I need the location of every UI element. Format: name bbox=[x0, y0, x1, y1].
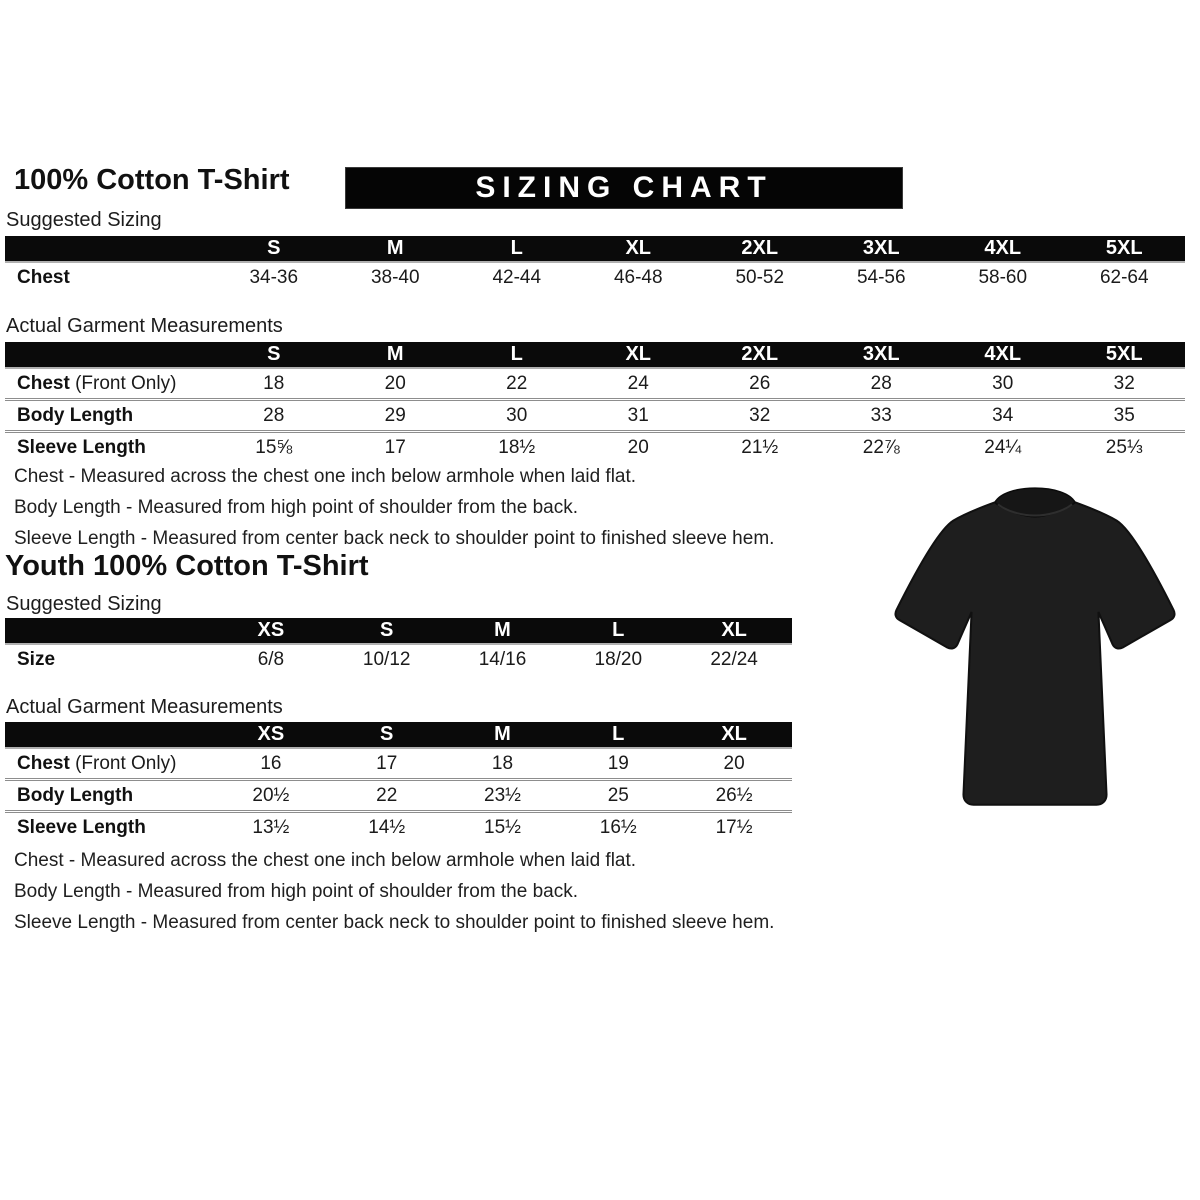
size-header-spacer bbox=[5, 236, 213, 262]
measurement-value: 20 bbox=[335, 368, 457, 400]
size-column-header: L bbox=[456, 342, 578, 368]
table-row bbox=[5, 812, 792, 843]
measurement-value: 34-36 bbox=[213, 262, 335, 292]
youth-measurement-notes bbox=[14, 850, 774, 943]
size-column-header: 5XL bbox=[1064, 342, 1186, 368]
page-title-youth: Youth 100% Cotton T-Shirt bbox=[5, 550, 369, 582]
size-column-header: XS bbox=[213, 618, 329, 644]
measurement-value: 33 bbox=[821, 400, 943, 432]
measurement-value: 54-56 bbox=[821, 262, 943, 292]
measurement-value: 21½ bbox=[699, 432, 821, 463]
size-column-header: M bbox=[335, 342, 457, 368]
measurement-value: 32 bbox=[1064, 368, 1186, 400]
row-label: Body Length bbox=[5, 780, 213, 812]
row-label: Size bbox=[5, 644, 213, 674]
measurement-value: 42-44 bbox=[456, 262, 578, 292]
measurement-value: 25⅓ bbox=[1064, 432, 1186, 463]
size-column-header: 3XL bbox=[821, 342, 943, 368]
size-column-header: XL bbox=[676, 722, 792, 748]
measurement-value: 22 bbox=[456, 368, 578, 400]
size-column-header: 4XL bbox=[942, 342, 1064, 368]
measurement-value: 24 bbox=[578, 368, 700, 400]
measurement-value: 20½ bbox=[213, 780, 329, 812]
measurement-value: 34 bbox=[942, 400, 1064, 432]
size-header-row bbox=[5, 342, 1185, 368]
measurement-value: 20 bbox=[578, 432, 700, 463]
measurement-value: 28 bbox=[213, 400, 335, 432]
table-row bbox=[5, 400, 1185, 432]
size-column-header: 3XL bbox=[821, 236, 943, 262]
table-row bbox=[5, 780, 792, 812]
row-label: Chest (Front Only) bbox=[5, 368, 213, 400]
size-column-header: M bbox=[445, 722, 561, 748]
measurement-value: 20 bbox=[676, 748, 792, 780]
size-header-spacer bbox=[5, 342, 213, 368]
size-column-header: S bbox=[213, 236, 335, 262]
note-line: Body Length - Measured from high point of shoulder from the back. bbox=[14, 881, 578, 902]
size-column-header: S bbox=[329, 618, 445, 644]
size-column-header: L bbox=[560, 722, 676, 748]
measurement-value: 22 bbox=[329, 780, 445, 812]
measurement-value: 19 bbox=[560, 748, 676, 780]
size-column-header: 2XL bbox=[699, 342, 821, 368]
measurement-value: 14½ bbox=[329, 812, 445, 843]
tshirt-body bbox=[895, 502, 1174, 804]
measurement-value: 24¼ bbox=[942, 432, 1064, 463]
size-column-header: S bbox=[213, 342, 335, 368]
adult-actual-measurements-label: Actual Garment Measurements bbox=[6, 315, 283, 337]
size-column-header: XS bbox=[213, 722, 329, 748]
measurement-value: 16½ bbox=[560, 812, 676, 843]
size-column-header: 5XL bbox=[1064, 236, 1186, 262]
row-label: Sleeve Length bbox=[5, 432, 213, 463]
measurement-value: 15⅝ bbox=[213, 432, 335, 463]
size-header-row bbox=[5, 618, 792, 644]
tshirt-product-image bbox=[890, 478, 1180, 823]
note-line: Sleeve Length - Measured from center back neck to shoulder point to finished sleeve hem. bbox=[14, 528, 775, 549]
measurement-value: 28 bbox=[821, 368, 943, 400]
measurement-value: 29 bbox=[335, 400, 457, 432]
measurement-value: 6/8 bbox=[213, 644, 329, 674]
table-row bbox=[5, 432, 1185, 463]
size-column-header: XL bbox=[578, 236, 700, 262]
sizing-chart-banner-label: SIZING CHART bbox=[475, 171, 773, 204]
size-column-header: L bbox=[560, 618, 676, 644]
measurement-value: 30 bbox=[942, 368, 1064, 400]
row-label: Sleeve Length bbox=[5, 812, 213, 843]
size-column-header: 4XL bbox=[942, 236, 1064, 262]
measurement-value: 16 bbox=[213, 748, 329, 780]
measurement-value: 62-64 bbox=[1064, 262, 1186, 292]
table-row bbox=[5, 368, 1185, 400]
measurement-value: 22⅞ bbox=[821, 432, 943, 463]
measurement-value: 14/16 bbox=[445, 644, 561, 674]
measurement-value: 26 bbox=[699, 368, 821, 400]
measurement-value: 31 bbox=[578, 400, 700, 432]
adult-measurement-notes bbox=[14, 466, 774, 559]
measurement-value: 17 bbox=[329, 748, 445, 780]
size-column-header: XL bbox=[676, 618, 792, 644]
size-column-header: S bbox=[329, 722, 445, 748]
measurement-value: 22/24 bbox=[676, 644, 792, 674]
size-column-header: 2XL bbox=[699, 236, 821, 262]
size-header-spacer bbox=[5, 618, 213, 644]
measurement-value: 18 bbox=[445, 748, 561, 780]
measurement-value: 18½ bbox=[456, 432, 578, 463]
youth-suggested-sizing-table bbox=[5, 618, 792, 674]
measurement-value: 26½ bbox=[676, 780, 792, 812]
table-row bbox=[5, 262, 1185, 292]
measurement-value: 17 bbox=[335, 432, 457, 463]
size-header-spacer bbox=[5, 722, 213, 748]
measurement-value: 13½ bbox=[213, 812, 329, 843]
measurement-value: 15½ bbox=[445, 812, 561, 843]
size-column-header: L bbox=[456, 236, 578, 262]
measurement-value: 46-48 bbox=[578, 262, 700, 292]
youth-actual-measurements-label: Actual Garment Measurements bbox=[6, 696, 283, 718]
adult-suggested-sizing-label: Suggested Sizing bbox=[6, 209, 162, 231]
measurement-value: 17½ bbox=[676, 812, 792, 843]
row-label: Chest bbox=[5, 262, 213, 292]
note-line: Chest - Measured across the chest one inch below armhole when laid flat. bbox=[14, 850, 637, 871]
measurement-value: 25 bbox=[560, 780, 676, 812]
size-column-header: XL bbox=[578, 342, 700, 368]
measurement-value: 35 bbox=[1064, 400, 1186, 432]
measurement-value: 32 bbox=[699, 400, 821, 432]
measurement-value: 38-40 bbox=[335, 262, 457, 292]
youth-actual-measurements-table bbox=[5, 722, 792, 842]
note-line: Chest - Measured across the chest one inch below armhole when laid flat. bbox=[14, 466, 637, 487]
measurement-value: 58-60 bbox=[942, 262, 1064, 292]
measurement-value: 23½ bbox=[445, 780, 561, 812]
size-header-row bbox=[5, 236, 1185, 262]
size-header-row bbox=[5, 722, 792, 748]
table-row bbox=[5, 748, 792, 780]
tshirt-icon bbox=[890, 478, 1180, 823]
note-line: Sleeve Length - Measured from center back neck to shoulder point to finished sleeve hem. bbox=[14, 912, 775, 933]
measurement-value: 18/20 bbox=[560, 644, 676, 674]
measurement-value: 30 bbox=[456, 400, 578, 432]
measurement-value: 18 bbox=[213, 368, 335, 400]
adult-suggested-sizing-table bbox=[5, 236, 1185, 292]
note-line: Body Length - Measured from high point of shoulder from the back. bbox=[14, 497, 578, 518]
table-row bbox=[5, 644, 792, 674]
youth-suggested-sizing-label: Suggested Sizing bbox=[6, 593, 162, 615]
measurement-value: 10/12 bbox=[329, 644, 445, 674]
adult-actual-measurements-table bbox=[5, 342, 1185, 462]
measurement-value: 50-52 bbox=[699, 262, 821, 292]
sizing-chart-banner bbox=[345, 167, 903, 209]
page-title-adult: 100% Cotton T-Shirt bbox=[14, 164, 290, 196]
size-column-header: M bbox=[335, 236, 457, 262]
row-label: Chest (Front Only) bbox=[5, 748, 213, 780]
row-label: Body Length bbox=[5, 400, 213, 432]
size-column-header: M bbox=[445, 618, 561, 644]
